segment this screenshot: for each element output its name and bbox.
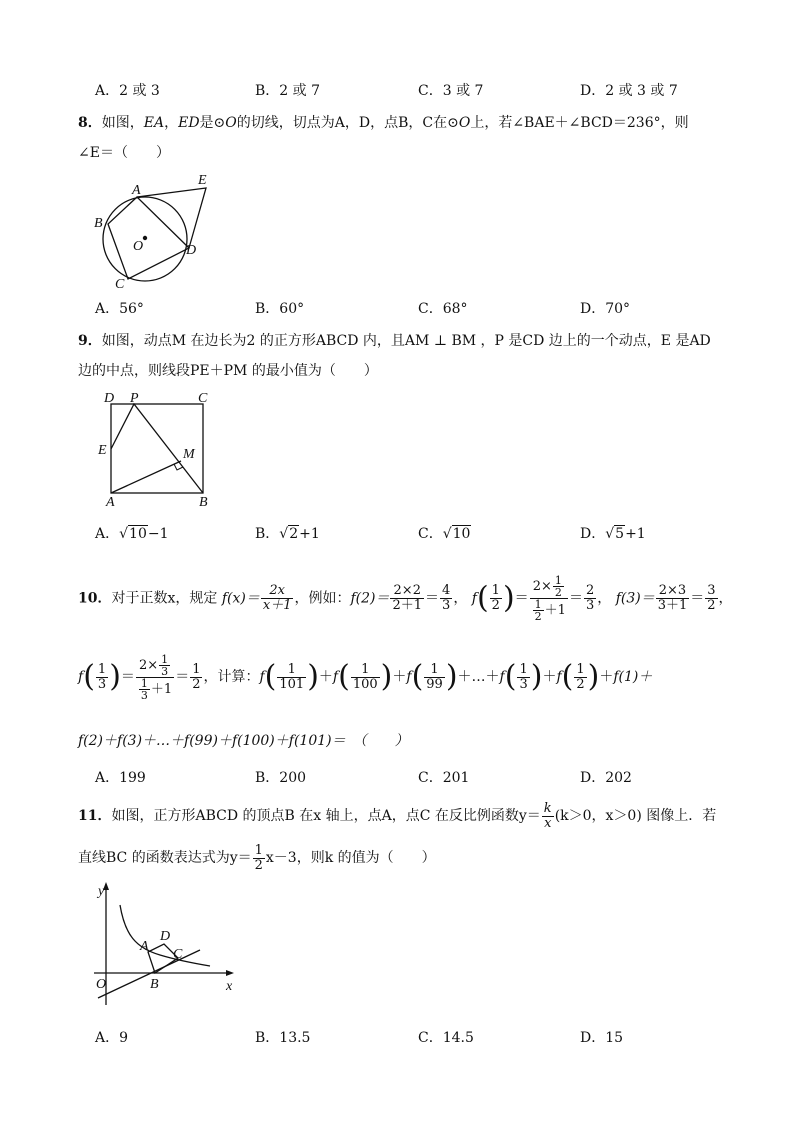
q8-text: O: [458, 115, 471, 131]
q10-number: 10．: [78, 590, 112, 607]
numerator: 2×2: [390, 584, 424, 599]
q11-inverse-fraction: [542, 802, 554, 831]
numerator: 1: [277, 663, 306, 678]
numerator: 1: [351, 663, 380, 678]
q9-radicand: 10: [129, 526, 147, 542]
q8-text: O: [225, 115, 237, 131]
denominator: 2: [707, 598, 716, 613]
q10-example2-f: f: [471, 590, 477, 607]
q10-stem-line1: 10．对于正数x，规定 f(x)＝ $\frac{2x}{x+1}$ ，例如：f(2)＝ $\frac{2\times 2}{2+1}$ ＝ $\frac{4}{3}$ ， f( $\frac{1}{2}$ )＝ 2× $\frac{1}{2}$ $\frac{1}{2}$ ＋1 ＝ $\frac{2}{3}$ ， f(3)＝ $\frac{2\times 3}{3+1}$ ＝ $\frac{3}{2}$ ，: [78, 574, 733, 623]
q10-example2-compound-fraction: [530, 575, 568, 622]
q9-label-d: D: [104, 391, 115, 406]
q10-option-d: D．202: [580, 770, 632, 786]
q10-option-c: C．201: [418, 770, 470, 786]
q9-option-d: D．√5+1: [580, 526, 646, 542]
q8-label-e: E: [198, 173, 207, 188]
q10-sum-term: f: [332, 669, 339, 685]
q9-option-c: C．√10: [418, 526, 471, 542]
q7-option-b: B．2 或 7: [255, 83, 321, 99]
q9-figure: [94, 388, 219, 513]
denominator: 99: [426, 676, 443, 692]
plus-sign: ＋: [392, 669, 407, 685]
denominator: 3: [140, 688, 148, 702]
denominator: 101: [279, 676, 305, 692]
q9-segment-am: [111, 461, 181, 493]
denominator: 3: [161, 664, 169, 678]
q11-slope-fraction: [253, 844, 265, 873]
q9-radicand: 5: [615, 526, 625, 542]
q11-label-x: x: [226, 979, 233, 994]
q11-number: 11．: [78, 808, 112, 824]
denominator: 3: [97, 676, 107, 692]
q11-x-arrow-icon: [226, 970, 234, 976]
q8-center-point: [143, 236, 147, 240]
q10-stem-line2: f( $\frac{1}{3}$ )＝ 2× $\frac{1}{3}$ $\frac{1}{3}$ ＋1 ＝ $\frac{1}{2}$ ，计算：f( $\frac{1}{101}$ )＋f( $\frac{1}{100}$ )＋f( $\frac{1}{99}$ )＋…＋f( $\frac{1}{3}$ )＋f( $\frac{1}{2}$ )＋f(1)＋: [78, 652, 653, 702]
q9-label-m: M: [183, 447, 195, 462]
q10-sum-term: f: [259, 669, 265, 685]
q7-option-d: D．2 或 3 或 7: [580, 83, 678, 99]
numerator: 2: [585, 583, 595, 598]
denominator: 100: [352, 676, 378, 692]
equals-sign: ＝: [690, 590, 705, 607]
q10-example2-arg: [490, 584, 502, 613]
plus-sign: ＋: [599, 669, 614, 685]
denominator: 2: [254, 857, 263, 873]
numerator: 2×3: [656, 584, 690, 599]
numerator: 1: [491, 583, 500, 598]
q10-example3-lhs: f(3)＝: [615, 590, 655, 607]
q9-text: 如图，动点M 在边长为2 的正方形ABCD 内，且AM ⊥ BM ，P 是CD 边上的一个动点，E 是AD: [101, 333, 711, 349]
q9-option-label: B．: [255, 526, 280, 542]
denominator: 2: [576, 676, 585, 692]
q10-example2-result: [584, 584, 596, 613]
numerator: 2x: [261, 584, 294, 599]
q10-sum-term: f: [499, 669, 505, 685]
q10-example1-result: [440, 584, 452, 613]
q10-text: ，计算：: [203, 669, 260, 685]
q9-option-tail: +1: [299, 526, 320, 542]
q9-label-e: E: [98, 443, 107, 458]
q11-label-y: y: [98, 884, 105, 899]
q10-option-a: A．199: [95, 770, 146, 786]
q10-sum-term: f: [556, 669, 562, 685]
numerator: 1: [576, 661, 585, 677]
denominator: x＋1: [262, 598, 292, 613]
separator: ，: [718, 590, 733, 607]
q11-text: 直线BC 的函数表达式为y＝: [78, 850, 252, 866]
q8-text: EA: [143, 115, 165, 131]
equals-sign: ＝: [568, 590, 583, 607]
q8-option-a: A．56°: [95, 301, 144, 317]
numerator: 1: [519, 661, 528, 677]
q11-option-d: D．15: [580, 1030, 624, 1046]
equals-sign: ＝: [175, 669, 190, 685]
ellipsis: ＋…＋: [457, 669, 500, 685]
q9-label-a: A: [106, 495, 115, 510]
q11-label-o: O: [96, 977, 107, 992]
denominator: 2: [534, 610, 542, 623]
q8-option-b: B．60°: [255, 301, 305, 317]
q9-label-b: B: [199, 495, 208, 510]
q10-example1-fraction: [390, 584, 424, 613]
q11-line-bc: [98, 950, 200, 998]
q10-num-prefix: 2×: [138, 657, 159, 673]
q9-option-tail: −1: [147, 526, 169, 542]
q10-example3-result: [705, 584, 717, 613]
separator: ，: [597, 590, 612, 607]
q10-example1-lhs: f(2)＝: [350, 590, 390, 607]
q9-option-a: A．√10−1: [95, 526, 169, 542]
plus-sign: ＋: [542, 669, 557, 685]
q8-label-b: B: [94, 216, 103, 231]
q8-text: ED: [178, 115, 200, 131]
q11-stem-line1: [78, 796, 716, 836]
equals-sign: ＝: [425, 590, 440, 607]
q10-sum-term: f: [406, 669, 412, 685]
numerator: 1: [424, 663, 445, 678]
q11-label-c: C: [173, 947, 183, 962]
q10-num-prefix: 2×: [532, 579, 552, 594]
q8-option-c: C．68°: [418, 301, 468, 317]
separator: ，: [453, 590, 468, 607]
q10-den-tail: ＋1: [544, 603, 566, 618]
q9-label-c: C: [198, 391, 208, 406]
q10-example4-f: f: [78, 669, 84, 685]
numerator: 1: [254, 842, 263, 858]
q11-text: (k＞0，x＞0) 图像上．若: [554, 808, 717, 824]
q10-example4-arg: [96, 663, 108, 692]
q9-option-label: C．: [418, 526, 443, 542]
denominator: 2: [491, 598, 500, 613]
q10-text: ，例如：: [294, 590, 351, 607]
numerator: 1: [161, 652, 169, 666]
q9-stem-line1: [78, 331, 711, 351]
q8-option-d: D．70°: [580, 301, 631, 317]
q11-option-c: C．14.5: [418, 1030, 474, 1046]
q8-figure: [88, 166, 223, 291]
q8-number: 8．: [78, 115, 102, 131]
numerator: 3: [707, 583, 716, 598]
q11-label-b: B: [150, 977, 159, 992]
numerator: 4: [442, 583, 451, 598]
numerator: 1: [534, 598, 542, 611]
denominator: 3＋1: [657, 598, 688, 613]
q8-label-a: A: [132, 183, 141, 198]
q10-option-b: B．200: [255, 770, 307, 786]
q10-definition-lhs: f(x)＝: [221, 590, 260, 607]
q11-option-a: A．9: [95, 1030, 129, 1046]
q9-stem-line2: 边的中点，则线段PE＋PM 的最小值为（ ）: [78, 363, 378, 379]
q9-option-label: A．: [95, 526, 120, 542]
q11-figure: [88, 880, 240, 1015]
q11-text: x－3，则k 的值为（ ）: [265, 850, 436, 866]
numerator: k: [543, 800, 552, 816]
q10-example4-compound-fraction: [136, 654, 174, 701]
numerator: 1: [192, 661, 201, 677]
denominator: 2: [554, 586, 562, 599]
denominator: x: [544, 815, 552, 831]
q8-text: ，: [164, 115, 179, 131]
q9-radicand: 10: [452, 526, 471, 542]
q9-option-label: D．: [580, 526, 606, 542]
equals-sign: ＝: [120, 669, 135, 685]
q9-label-p: P: [130, 391, 139, 406]
q10-example3-fraction: [656, 584, 690, 613]
q8-label-d: D: [186, 243, 197, 258]
denominator: 3: [519, 676, 528, 692]
q11-stem-line2: [78, 838, 436, 878]
q11-text: 如图，正方形ABCD 的顶点B 在x 轴上，点A，点C 在反比例函数y＝: [111, 808, 541, 824]
q8-text: 是⊙: [199, 115, 226, 131]
numerator: 1: [97, 661, 107, 677]
denominator: 2＋1: [392, 598, 423, 613]
q8-label-c: C: [115, 277, 125, 291]
denominator: 2: [192, 676, 201, 692]
q10-text: 对于正数x，规定: [111, 590, 218, 607]
q8-label-o: O: [133, 239, 144, 254]
q9-option-tail: +1: [625, 526, 646, 542]
q8-text: 的切线，切点为A，D，点B，C在⊙: [236, 115, 459, 131]
q10-definition-fraction: [261, 584, 294, 613]
numerator: 1: [554, 574, 562, 587]
q11-label-a: A: [140, 939, 149, 954]
q10-sum-tail: f(1)＋: [613, 669, 653, 685]
q10-den-tail: ＋1: [150, 681, 173, 697]
plus-sign: ＋: [318, 669, 333, 685]
q8-stem-line2: ∠E＝（ ）: [78, 145, 170, 161]
q9-radicand: 2: [289, 526, 299, 542]
q9-number: 9．: [78, 333, 102, 349]
q9-option-b: B．√2+1: [255, 526, 320, 542]
q11-option-b: B．13.5: [255, 1030, 311, 1046]
q8-text: 上，若∠BAE＋∠BCD＝236°，则: [470, 115, 689, 131]
q8-stem-line1: [78, 113, 689, 133]
q10-example4-result: [190, 663, 202, 692]
q7-option-c: C．3 或 7: [418, 83, 484, 99]
numerator: 1: [140, 676, 148, 690]
denominator: 3: [585, 598, 595, 613]
q11-label-d: D: [160, 929, 171, 944]
q8-text: 如图，: [101, 115, 144, 131]
denominator: 3: [442, 598, 451, 613]
q10-stem-line3: f(2)＋f(3)＋…＋f(99)＋f(100)＋f(101)＝ （ ）: [78, 733, 409, 749]
equals-sign: ＝: [514, 590, 529, 607]
q7-option-a: A．2 或 3: [95, 83, 160, 99]
